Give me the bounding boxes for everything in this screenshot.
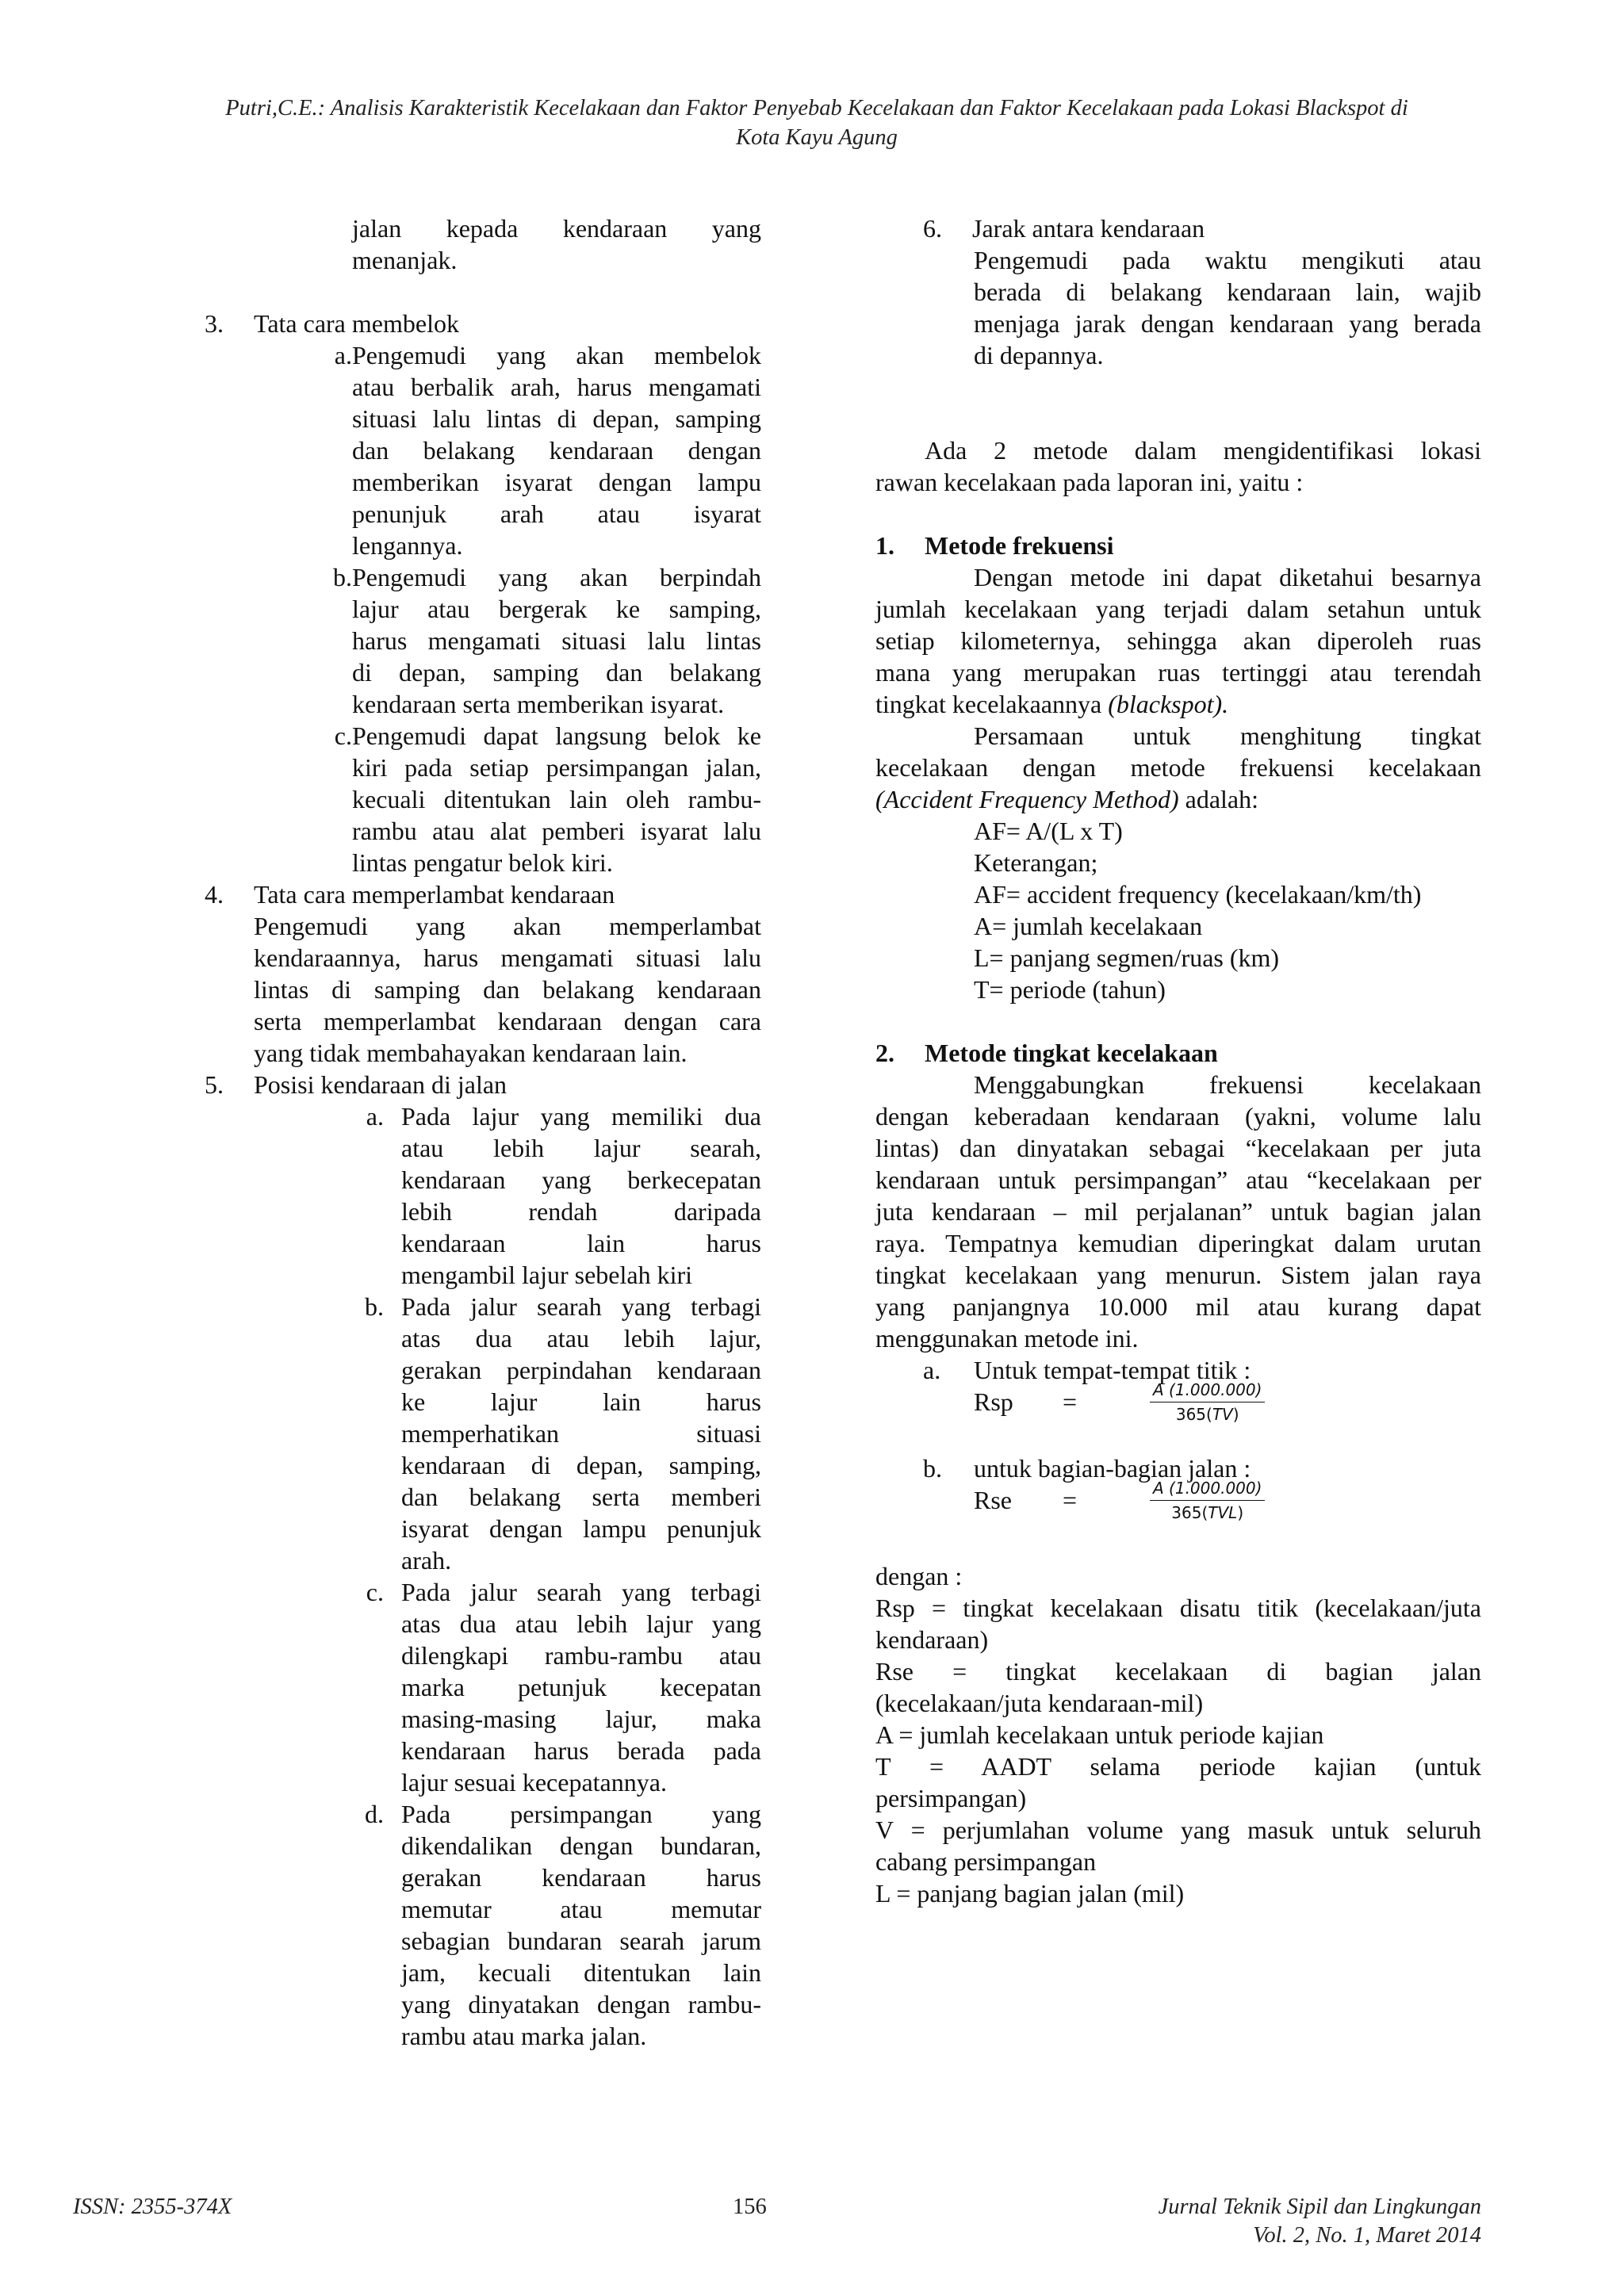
text-line: Dengan metode ini dapat diketahui besarnya (974, 563, 1481, 591)
text-line: atau berbalik arah, harus mengamati (352, 373, 761, 401)
definition-line: T = AADT selama periode kajian (untuk (875, 1752, 1481, 1781)
footer-issn: ISSN: 2355-374X (73, 2195, 232, 2219)
text-line: menjaga jarak dengan kendaraan yang berada (974, 309, 1481, 338)
text-line: berada di belakang kendaraan lain, wajib (974, 277, 1481, 306)
definition-line: L= panjang segmen/ruas (km) (974, 943, 1280, 972)
definition-line: Rse = tingkat kecelakaan di bagian jalan (875, 1657, 1481, 1686)
text-line: mana yang merupakan ruas tertinggi atau terendah (875, 658, 1481, 687)
text-line: Pada jalur searah yang terbagi (401, 1292, 761, 1321)
list-item-6 (875, 212, 1481, 244)
text-line: Menggabungkan frekuensi kecelakaan (974, 1070, 1481, 1099)
list-item-4 (205, 878, 761, 910)
subitem-3b (205, 561, 761, 720)
text-line: menggunakan metode ini. (875, 1324, 1139, 1353)
subitem-label: c. (334, 721, 352, 750)
text-line: marka petunjuk kecepatan (401, 1673, 761, 1701)
section-heading-2 (875, 1037, 1481, 1069)
text-line: kecelakaan dengan metode frekuensi kecelakaan (875, 753, 1481, 782)
text-line: sebagian bundaran searah jarum (401, 1927, 761, 1955)
text-line: lebih rendah daripada (401, 1197, 761, 1226)
subitem-label: c. (366, 1578, 384, 1606)
text-line: jam, kecuali ditentukan lain (401, 1958, 761, 1987)
subitem-5b (205, 1291, 761, 1576)
text-line: di depan, samping dan belakang (352, 658, 761, 687)
text-line: arah. (401, 1546, 452, 1575)
subitem-body (401, 1291, 761, 1576)
footer-page-number: 156 (733, 2195, 767, 2219)
text-line: menanjak. (352, 246, 458, 274)
subitem-label: b. (333, 563, 352, 591)
text-line: jalan kepada kendaraan yang (352, 214, 761, 243)
text-line: dikendalikan dengan bundaran, (401, 1831, 761, 1860)
formula-b-text: untuk bagian-bagian jalan : (974, 1454, 1251, 1483)
section-number: 1. (875, 531, 894, 560)
list-title: Jarak antara kendaraan (972, 214, 1205, 243)
text-line: kendaraan harus berada pada (401, 1736, 761, 1765)
subitem-label: b. (365, 1292, 384, 1321)
list-item-4-body (205, 910, 761, 1069)
text-line: dilengkapi rambu-rambu atau (401, 1641, 761, 1670)
text-line: atas dua atau lebih lajur, (401, 1324, 761, 1353)
list-item-3 (205, 308, 761, 339)
section-number: 2. (875, 1039, 894, 1067)
text-line: mengambil lajur sebelah kiri (401, 1261, 692, 1289)
dengan-label: dengan : (875, 1562, 963, 1590)
list-title: Tata cara memperlambat kendaraan (254, 880, 615, 909)
text-line: Pada lajur yang memiliki dua (401, 1102, 761, 1131)
subitem-label: d. (365, 1800, 384, 1828)
text-line: yang panjangnya 10.000 mil atau kurang dapat (875, 1292, 1481, 1321)
section-1-paragraph-1 (875, 561, 1481, 720)
text-line: atau lebih lajur searah, (401, 1134, 761, 1162)
text-line: dengan keberadaan kendaraan (yakni, volume lalu (875, 1102, 1481, 1131)
subitem-body (352, 339, 761, 561)
definition-line: A = jumlah kecelakaan untuk periode kajian (875, 1720, 1324, 1749)
definition-line: AF= accident frequency (kecelakaan/km/th) (974, 880, 1422, 909)
subitem-3c (205, 720, 761, 878)
text-line: kiri pada setiap persimpangan jalan, (352, 753, 761, 782)
list-number: 6. (923, 214, 942, 243)
definition-line: Rsp = tingkat kecelakaan disatu titik (kecelakaan/juta (875, 1594, 1481, 1622)
subitem-5d (205, 1798, 761, 2052)
text-line: di depannya. (974, 341, 1104, 369)
text-line: rambu atau alat pemberi isyarat lalu (352, 817, 761, 845)
subitem-label: a. (366, 1102, 384, 1131)
definition-line: T= periode (tahun) (974, 975, 1166, 1004)
right-column (875, 212, 1481, 1909)
definition-line: A= jumlah kecelakaan (974, 912, 1203, 940)
text-line: Pada persimpangan yang (401, 1800, 761, 1828)
subitem-body (401, 1100, 761, 1291)
numerator: A (1.000.000) (1150, 1380, 1265, 1402)
text-line: dan belakang serta memberi (401, 1483, 761, 1511)
definition-line: kendaraan) (875, 1625, 989, 1654)
keterangan-label: Keterangan; (974, 848, 1098, 877)
text-line: lintas) dan dinyatakan sebagai “kecelakaan per juta (875, 1134, 1481, 1162)
text-line: rawan kecelakaan pada laporan ini, yaitu : (875, 468, 1304, 496)
text-line: kendaraan lain harus (401, 1229, 761, 1257)
text-line: kendaraan di depan, samping, (401, 1451, 761, 1479)
text-line (875, 688, 1481, 720)
subitem-body (401, 1798, 761, 2052)
text-line: dan belakang kendaraan dengan (352, 436, 761, 465)
subitem-label: b. (923, 1454, 942, 1483)
text-line: jumlah kecelakaan yang terjadi dalam setahun untuk (875, 595, 1481, 623)
text-line: lengannya. (352, 531, 463, 560)
subitem-body (352, 720, 761, 878)
continued-text (205, 212, 761, 276)
text-line: Pengemudi yang akan berpindah (352, 563, 761, 591)
footer-journal-name: Jurnal Teknik Sipil dan Lingkungan (1158, 2195, 1481, 2219)
text-line: Pengemudi yang akan membelok (352, 341, 761, 369)
text-line: isyarat dengan lampu penunjuk (401, 1514, 761, 1543)
text-line: setiap kilometernya, sehingga akan diperoleh ruas (875, 626, 1481, 655)
list-item-6-body (875, 244, 1481, 371)
text-line: Pengemudi dapat langsung belok ke (352, 721, 761, 750)
text-line: Pengemudi yang akan memperlambat (254, 912, 761, 940)
list-title: Posisi kendaraan di jalan (254, 1070, 508, 1099)
header-line-2: Kota Kayu Agung (736, 125, 898, 150)
text-line: gerakan perpindahan kendaraan (401, 1356, 761, 1384)
definition-line: L = panjang bagian jalan (mil) (875, 1879, 1185, 1908)
numerator: A (1.000.000) (1150, 1478, 1265, 1501)
text-line: kendaraan serta memberikan isyarat. (352, 690, 725, 718)
section-heading-1 (875, 530, 1481, 561)
definition-line: cabang persimpangan (875, 1847, 1097, 1876)
subitem-5c (205, 1576, 761, 1798)
section-1-paragraph-2 (875, 720, 1481, 815)
text-line: ke lajur lain harus (401, 1387, 761, 1416)
text-line: Pengemudi pada waktu mengikuti atau (974, 246, 1481, 274)
text-line: harus mengamati situasi lalu lintas (352, 626, 761, 655)
text-line: raya. Tempatnya kemudian diperingkat dalam urutan (875, 1229, 1481, 1257)
subitem-3a (205, 339, 761, 561)
section-title: Metode tingkat kecelakaan (925, 1039, 1218, 1067)
formula-equals: = (1063, 1486, 1078, 1514)
text-line: Ada 2 metode dalam mengidentifikasi lokasi (925, 436, 1481, 465)
formula-lhs: Rsp (974, 1387, 1013, 1416)
subitem-body (401, 1576, 761, 1798)
definition-line: (kecelakaan/juta kendaraan-mil) (875, 1689, 1204, 1717)
text-line: lintas di samping dan belakang kendaraan (254, 975, 761, 1004)
text-line: kendaraan untuk persimpangan” atau “kecelakaan per (875, 1165, 1481, 1194)
denominator: 365(TVL) (1171, 1502, 1244, 1522)
denominator: 365(TV) (1175, 1404, 1239, 1424)
text-line: memutar atau memutar (401, 1895, 761, 1923)
formula-block-af (875, 815, 1481, 1005)
italic-term: (Accident Frequency Method) (875, 785, 1179, 813)
text-line: memberikan isyarat dengan lampu (352, 468, 761, 496)
text-line: gerakan kendaraan harus (401, 1863, 761, 1892)
text-span: adalah: (1178, 785, 1259, 813)
text-line: Persamaan untuk menghitung tingkat (974, 721, 1481, 750)
text-line: rambu atau marka jalan. (401, 2022, 647, 2050)
text-line: juta kendaraan – mil perjalanan” untuk bagian jalan (875, 1197, 1481, 1226)
text-line: memperhatikan situasi (401, 1419, 761, 1448)
formula-equals: = (1063, 1387, 1078, 1416)
running-header (119, 94, 1515, 152)
variable-definitions (875, 1560, 1481, 1909)
section-2-paragraph (875, 1069, 1481, 1354)
subitem-label: a. (334, 341, 352, 369)
formula-lhs: Rse (974, 1486, 1012, 1514)
list-item-5 (205, 1069, 761, 1100)
fraction (1150, 1380, 1265, 1425)
list-title: Tata cara membelok (254, 309, 459, 338)
text-line: yang tidak membahayakan kendaraan lain. (254, 1039, 688, 1067)
text-line: lajur sesuai kecepatannya. (401, 1768, 667, 1797)
text-line: Pada jalur searah yang terbagi (401, 1578, 761, 1606)
text-line: kendaraannya, harus mengamati situasi lalu (254, 943, 761, 972)
text-line: kendaraan yang berkecepatan (401, 1165, 761, 1194)
text-line: atas dua atau lebih lajur yang (401, 1609, 761, 1638)
text-span: tingkat kecelakaannya (875, 690, 1109, 718)
formula-a-text: Untuk tempat-tempat titik : (974, 1356, 1251, 1384)
section-title: Metode frekuensi (925, 531, 1114, 560)
text-line: situasi lalu lintas di depan, samping (352, 404, 761, 433)
formula-af: AF= A/(L x T) (974, 817, 1123, 845)
italic-term: (blackspot). (1108, 690, 1229, 718)
left-column (205, 212, 761, 2052)
footer-journal (1159, 2193, 1481, 2250)
text-line: lajur atau bergerak ke samping, (352, 595, 761, 623)
text-line: tingkat kecelakaan yang menurun. Sistem jalan raya (875, 1261, 1481, 1289)
list-number: 5. (205, 1070, 224, 1099)
subitem-5a (205, 1100, 761, 1291)
header-line-1: Putri,C.E.: Analisis Karakteristik Kecelakaan dan Faktor Penyebab Kecelakaan dan Faktor Kecelakaan pada Lokasi Blackspot di (225, 96, 1408, 121)
text-line: serta memperlambat kendaraan dengan cara (254, 1007, 761, 1035)
subitem-label: a. (923, 1356, 941, 1384)
footer-volume: Vol. 2, No. 1, Maret 2014 (1253, 2223, 1481, 2248)
definition-line: V = perjumlahan volume yang masuk untuk seluruh (875, 1816, 1481, 1844)
fraction (1150, 1478, 1265, 1523)
intro-paragraph (875, 434, 1481, 498)
text-line: masing-masing lajur, maka (401, 1705, 761, 1733)
definition-line: persimpangan) (875, 1784, 1027, 1812)
list-number: 3. (205, 309, 224, 338)
text-line: yang dinyatakan dengan rambu- (401, 1990, 761, 2019)
subitem-body (352, 561, 761, 720)
text-line: lintas pengatur belok kiri. (352, 848, 613, 877)
text-line: penunjuk arah atau isyarat (352, 499, 761, 528)
text-line (875, 783, 1481, 815)
text-line: kecuali ditentukan lain oleh rambu- (352, 785, 761, 813)
list-number: 4. (205, 880, 224, 909)
